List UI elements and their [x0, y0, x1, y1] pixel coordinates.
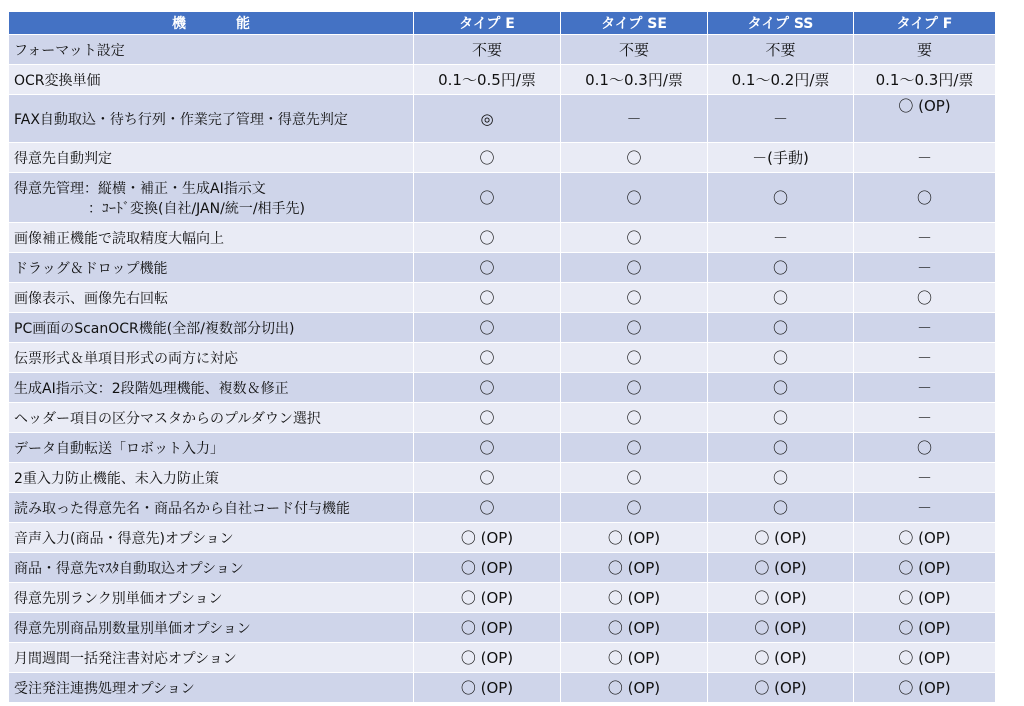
- value-type-e: ◎: [414, 95, 561, 143]
- value-type-e: 〇 (OP): [414, 673, 561, 703]
- value-type-ss: 〇: [708, 173, 854, 223]
- feature-label: 得意先別商品別数量別単価オプション: [9, 613, 414, 643]
- feature-label: [9, 173, 414, 223]
- feature-label-line2: ：ｺｰﾄﾞ変換(自社/JAN/統一/相手先): [88, 200, 306, 217]
- value-type-ss: －: [708, 95, 854, 143]
- value-type-se: 〇: [561, 223, 708, 253]
- value-type-se: 〇 (OP): [561, 673, 708, 703]
- value-type-e: 〇: [414, 313, 561, 343]
- value-type-se: 〇 (OP): [561, 583, 708, 613]
- feature-label: FAX自動取込・待ち行列・作業完了管理・得意先判定: [9, 95, 414, 143]
- value-type-f: 〇: [854, 433, 996, 463]
- value-type-f: 〇 (OP): [854, 673, 996, 703]
- value-type-f: －: [854, 223, 996, 253]
- value-type-ss: 〇: [708, 313, 854, 343]
- value-type-se: 〇: [561, 493, 708, 523]
- feature-label: OCR変換単価: [9, 65, 414, 95]
- table-row: [9, 173, 996, 223]
- value-type-e: 〇: [414, 433, 561, 463]
- value-type-f: －: [854, 373, 996, 403]
- value-type-se: 〇 (OP): [561, 553, 708, 583]
- value-type-f: －: [854, 463, 996, 493]
- feature-comparison-table: [8, 11, 996, 703]
- table-row: [9, 643, 996, 673]
- table-row: [9, 343, 996, 373]
- feature-label: フォーマット設定: [9, 35, 414, 65]
- value-type-se: 〇: [561, 253, 708, 283]
- value-type-e: 〇 (OP): [414, 583, 561, 613]
- table-row: [9, 373, 996, 403]
- feature-label: 読み取った得意先名・商品名から自社コード付与機能: [9, 493, 414, 523]
- value-type-e: 〇: [414, 463, 561, 493]
- table-row: [9, 313, 996, 343]
- value-type-se: 0.1～0.3円/票: [561, 65, 708, 95]
- value-type-ss: 〇: [708, 343, 854, 373]
- feature-label: 生成AI指示文：2段階処理機能、複数＆修正: [9, 373, 414, 403]
- feature-label-line1: 得意先管理：縦横・補正・生成AI指示文: [14, 180, 266, 197]
- value-type-f: －: [854, 343, 996, 373]
- value-type-f: 〇 (OP): [854, 553, 996, 583]
- table-row: [9, 493, 996, 523]
- value-type-e: 〇: [414, 253, 561, 283]
- value-type-e: 〇: [414, 223, 561, 253]
- value-type-e: 〇 (OP): [414, 553, 561, 583]
- table-row: [9, 613, 996, 643]
- feature-label: 音声入力(商品・得意先)オプション: [9, 523, 414, 553]
- value-type-f: 〇: [854, 173, 996, 223]
- value-type-f: 〇: [854, 283, 996, 313]
- table-row: [9, 143, 996, 173]
- feature-label: ヘッダー項目の区分マスタからのプルダウン選択: [9, 403, 414, 433]
- value-type-e: 〇: [414, 283, 561, 313]
- header-type-f: タイプ F: [854, 12, 996, 35]
- header-type-e: タイプ E: [414, 12, 561, 35]
- value-type-ss: 〇 (OP): [708, 613, 854, 643]
- table-row: [9, 583, 996, 613]
- value-type-f: 要: [854, 35, 996, 65]
- feature-label: 月間週間一括発注書対応オプション: [9, 643, 414, 673]
- table-row: [9, 95, 996, 143]
- value-type-se: 〇: [561, 173, 708, 223]
- value-type-se: 〇: [561, 313, 708, 343]
- value-type-se: 〇: [561, 463, 708, 493]
- value-type-ss: 〇: [708, 373, 854, 403]
- value-type-f: 〇 (OP): [854, 95, 996, 143]
- value-type-e: 〇 (OP): [414, 523, 561, 553]
- value-type-ss: 〇: [708, 283, 854, 313]
- table-row: [9, 463, 996, 493]
- feature-label: 伝票形式＆単項目形式の両方に対応: [9, 343, 414, 373]
- value-type-f: 0.1～0.3円/票: [854, 65, 996, 95]
- header-type-se: タイプ SE: [561, 12, 708, 35]
- value-type-e: 〇: [414, 403, 561, 433]
- value-type-se: 〇: [561, 343, 708, 373]
- value-type-f: 〇 (OP): [854, 523, 996, 553]
- header-type-ss: タイプ SS: [708, 12, 854, 35]
- table-row: [9, 433, 996, 463]
- value-type-se: 不要: [561, 35, 708, 65]
- feature-label: 得意先別ランク別単価オプション: [9, 583, 414, 613]
- value-type-ss: 〇: [708, 463, 854, 493]
- value-type-ss: －: [708, 223, 854, 253]
- feature-label: データ自動転送「ロボット入力」: [9, 433, 414, 463]
- table-row: [9, 523, 996, 553]
- value-type-ss: 〇 (OP): [708, 673, 854, 703]
- value-type-ss: 〇: [708, 493, 854, 523]
- table-row: [9, 283, 996, 313]
- table-row: [9, 673, 996, 703]
- value-type-ss: 〇: [708, 433, 854, 463]
- value-type-ss: 〇 (OP): [708, 553, 854, 583]
- feature-label: 画像補正機能で読取精度大幅向上: [9, 223, 414, 253]
- comparison-table-container: [8, 11, 995, 703]
- value-type-e: 〇: [414, 143, 561, 173]
- feature-label: PC画面のScanOCR機能(全部/複数部分切出): [9, 313, 414, 343]
- value-type-se: 〇 (OP): [561, 643, 708, 673]
- value-type-ss: 0.1～0.2円/票: [708, 65, 854, 95]
- value-type-ss: 〇 (OP): [708, 583, 854, 613]
- value-type-ss: 〇: [708, 403, 854, 433]
- value-type-ss: 〇 (OP): [708, 523, 854, 553]
- value-type-e: 不要: [414, 35, 561, 65]
- feature-label: 商品・得意先ﾏｽﾀ自動取込オプション: [9, 553, 414, 583]
- value-type-f: －: [854, 403, 996, 433]
- value-type-e: 〇 (OP): [414, 643, 561, 673]
- value-type-e: 〇: [414, 373, 561, 403]
- header-feature: 機 能: [9, 12, 414, 35]
- feature-label: ドラッグ＆ドロップ機能: [9, 253, 414, 283]
- value-type-ss: 〇 (OP): [708, 643, 854, 673]
- value-type-se: 〇: [561, 143, 708, 173]
- value-type-ss: 不要: [708, 35, 854, 65]
- table-row: [9, 253, 996, 283]
- table-row: [9, 553, 996, 583]
- feature-label: 受注発注連携処理オプション: [9, 673, 414, 703]
- table-row: [9, 403, 996, 433]
- value-type-se: 〇: [561, 283, 708, 313]
- value-type-se: 〇 (OP): [561, 613, 708, 643]
- value-type-ss: 〇: [708, 253, 854, 283]
- feature-label: 2重入力防止機能、未入力防止策: [9, 463, 414, 493]
- value-type-f: －: [854, 493, 996, 523]
- feature-label: 得意先自動判定: [9, 143, 414, 173]
- table-row: [9, 223, 996, 253]
- value-type-se: －: [561, 95, 708, 143]
- value-type-e: 〇: [414, 173, 561, 223]
- value-type-f: 〇 (OP): [854, 583, 996, 613]
- value-type-f: 〇 (OP): [854, 643, 996, 673]
- value-type-se: 〇 (OP): [561, 523, 708, 553]
- value-type-ss: －(手動): [708, 143, 854, 173]
- value-type-se: 〇: [561, 373, 708, 403]
- value-type-e: 0.1～0.5円/票: [414, 65, 561, 95]
- value-type-e: 〇: [414, 493, 561, 523]
- table-row: [9, 65, 996, 95]
- header-row: [9, 12, 996, 35]
- value-type-e: 〇: [414, 343, 561, 373]
- value-type-e: 〇 (OP): [414, 613, 561, 643]
- feature-label: 画像表示、画像先右回転: [9, 283, 414, 313]
- value-type-f: －: [854, 143, 996, 173]
- value-type-f: －: [854, 313, 996, 343]
- table-row: [9, 35, 996, 65]
- value-type-se: 〇: [561, 403, 708, 433]
- value-type-f: －: [854, 253, 996, 283]
- value-type-se: 〇: [561, 433, 708, 463]
- value-type-f: 〇 (OP): [854, 613, 996, 643]
